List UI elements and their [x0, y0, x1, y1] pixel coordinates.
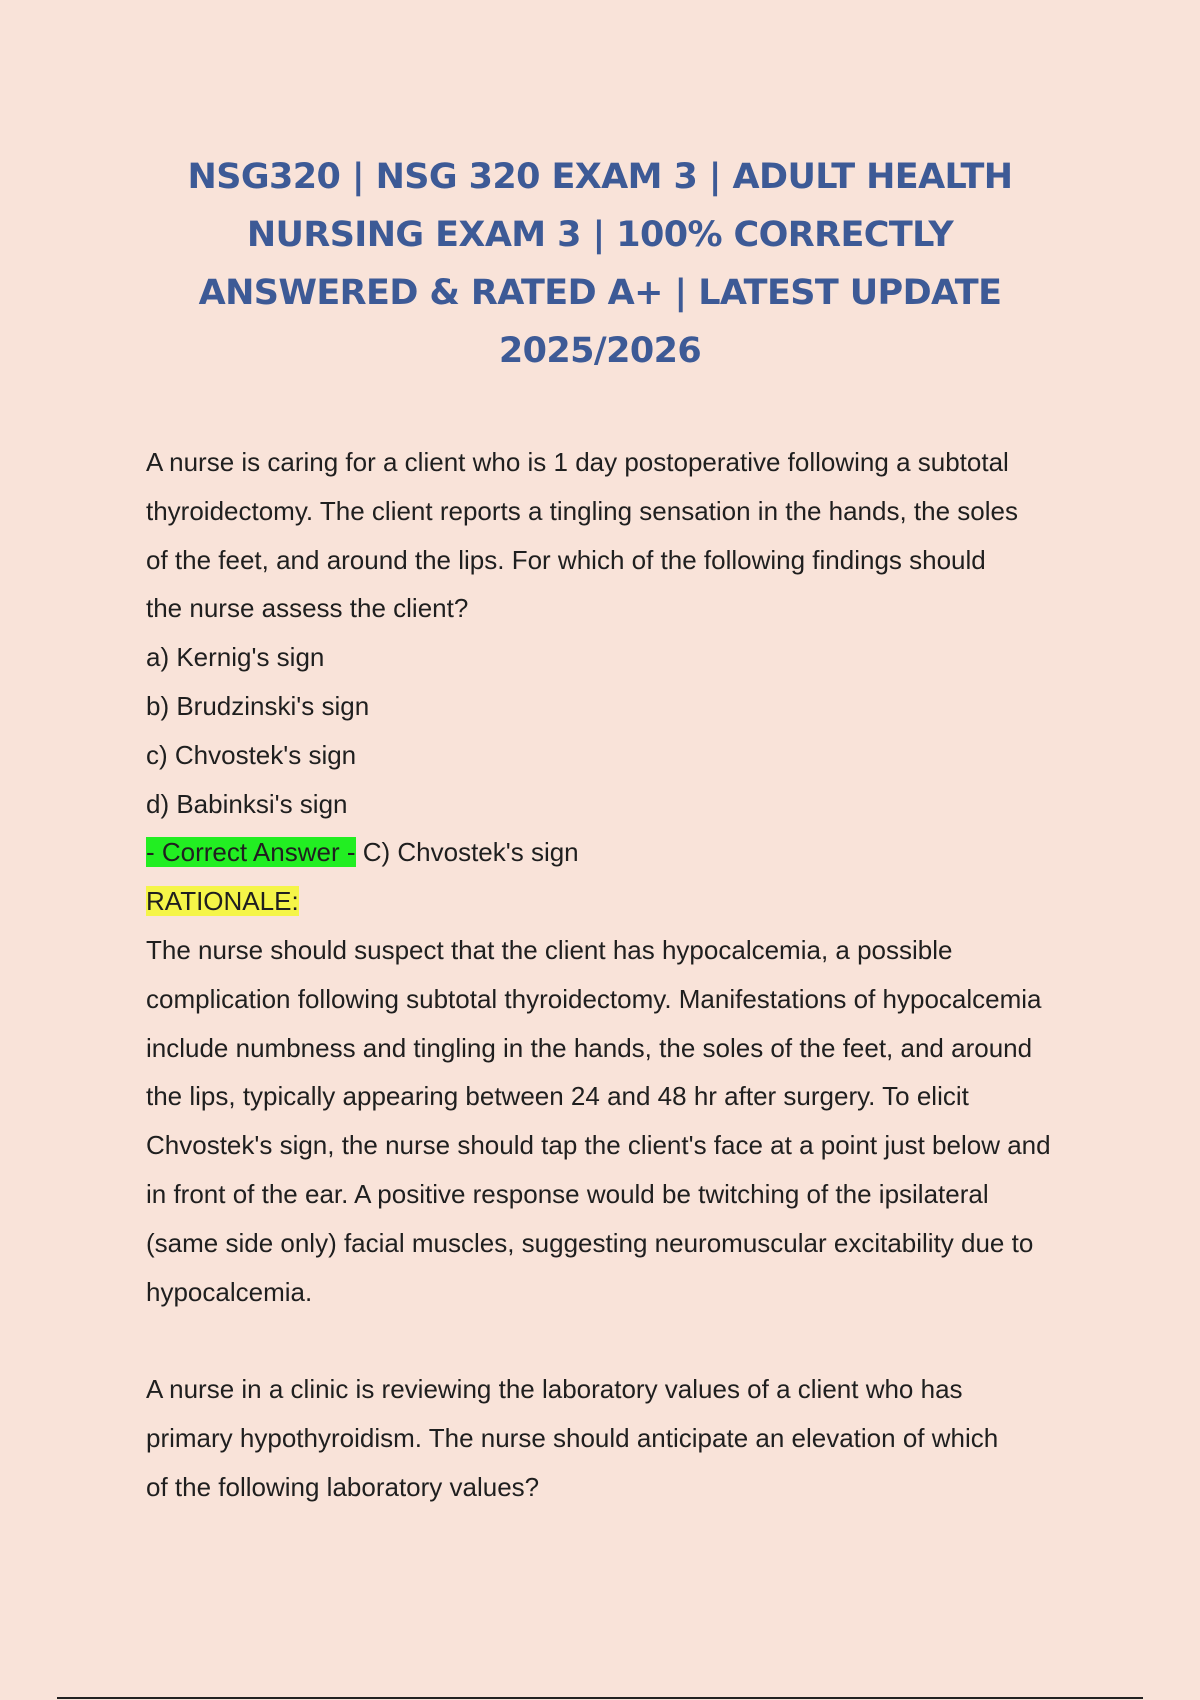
question-block	[146, 1365, 1066, 1511]
rationale-text: The nurse should suspect that the client has hypocalcemia, a possible complication following subtotal thyroidectomy. Manifestations of hypocalcemia include numbness and tingling in the hands, the soles of the feet, and around the lips, typically appearing between 24 and 48 hr after surgery. To elicit Chvostek's sign, the nurse should tap the client's face at a point just below and in front of the ear. A positive response would be twitching of the ipsilateral (same side only) facial muscles, suggesting neuromuscular excitability due to hypocalcemia.	[146, 934, 1051, 1307]
answer-option-b: b) Brudzinski's sign	[146, 690, 370, 721]
question-text: A nurse in a clinic is reviewing the laboratory values of a client who has primary hypothyroidism. The nurse should anticipate an elevation of which of the following laboratory values?	[146, 1374, 999, 1502]
document-title: NSG320 | NSG 320 EXAM 3 | ADULT HEALTH NURSING EXAM 3 | 100% CORRECTLY ANSWERED & RATED A+ | LATEST UPDATE 2025/2026	[187, 157, 1013, 371]
correct-answer-label: - Correct Answer -	[146, 837, 356, 868]
rationale-label: RATIONALE:	[146, 886, 299, 917]
correct-answer-text: C) Chvostek's sign	[355, 837, 579, 868]
answer-option-d: d) Babinksi's sign	[146, 788, 348, 819]
answer-option-c: c) Chvostek's sign	[146, 739, 357, 770]
footer-divider	[57, 1697, 1143, 1699]
question-spacer	[146, 1316, 1066, 1365]
question-text: A nurse is caring for a client who is 1 day postoperative following a subtotal thyroidectomy. The client reports a tingling sensation in the hands, the soles of the feet, and around the lips. For which of the following findings should the nurse assess the client?	[146, 447, 1018, 624]
correct-answer-line	[146, 828, 1066, 877]
question-block	[146, 438, 1066, 1316]
answer-option-a: a) Kernig's sign	[146, 642, 325, 673]
document-content	[146, 438, 1066, 1512]
rationale-heading-line	[146, 877, 1066, 926]
